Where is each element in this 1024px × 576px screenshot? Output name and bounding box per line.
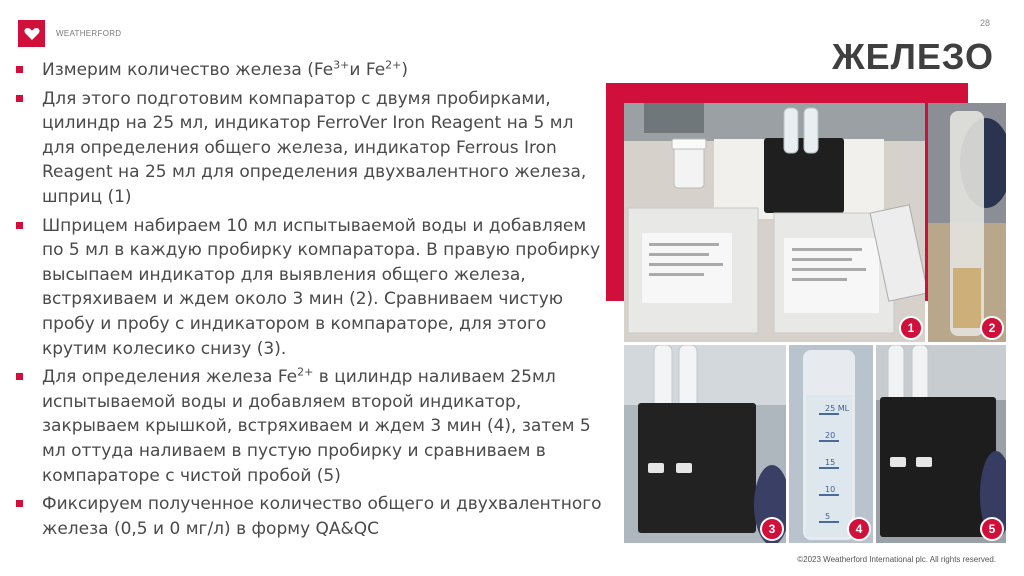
cylinder-mark: 15	[825, 458, 836, 467]
bullet-square-icon	[16, 95, 23, 102]
photo-comparator-illustration	[624, 345, 786, 543]
photo-comparator-final-illustration	[876, 345, 1006, 543]
bullet-text: в цилиндр наливаем 25мл испытываемой воды и добавляем второй индикатор, закрываем крышкой, встряхиваем и ждем 3 мин (4), затем 5 мл оттуда наливаем в пустую пробирку и сравниваем в компараторе с чистой пробой (5)	[42, 367, 591, 486]
bullet-square-icon	[16, 222, 23, 229]
bullet-text: Для определения железа Fe	[42, 367, 298, 388]
bullet-square-icon	[16, 500, 23, 507]
weatherford-logo	[18, 20, 45, 47]
photo-graduated-cylinder	[789, 345, 873, 543]
photo-comparator-final	[876, 345, 1006, 543]
photo-reagents	[624, 103, 925, 342]
bullet-square-icon	[16, 66, 23, 73]
photo-cylinder-hand-illustration	[928, 103, 1006, 342]
photo-badge: 1	[899, 316, 923, 340]
photo-comparator	[624, 345, 786, 543]
list-item	[14, 87, 604, 210]
page-number: 28	[979, 18, 990, 28]
cylinder-mark: 20	[825, 431, 836, 440]
bullet-list	[14, 58, 604, 545]
bullet-square-icon	[16, 373, 23, 380]
bullet-text: )	[401, 60, 409, 80]
superscript: 2+	[385, 58, 402, 72]
list-item	[14, 492, 604, 541]
copyright-text: ©2023 Weatherford International plc. All rights reserved.	[797, 555, 996, 564]
heart-logo-icon	[24, 27, 40, 41]
photo-cylinder-hand	[928, 103, 1006, 342]
cylinder-mark: 5	[825, 512, 831, 521]
list-item	[14, 58, 604, 83]
list-item	[14, 365, 604, 488]
bullet-text: Фиксируем полученное количество общего и двухвалентного железа (0,5 и 0 мг/л) в форму QA&QC	[42, 494, 602, 539]
page-title: ЖЕЛЕЗО	[832, 36, 994, 77]
brand-name: WEATHERFORD	[56, 29, 122, 38]
photo-badge: 4	[847, 517, 871, 541]
superscript: 3+	[333, 58, 350, 72]
list-item	[14, 214, 604, 362]
superscript: 2+	[297, 365, 314, 379]
photo-badge: 5	[980, 517, 1004, 541]
photo-badge: 2	[980, 316, 1004, 340]
bullet-text: и Fe	[349, 60, 386, 80]
cylinder-mark: 25 ML	[825, 404, 850, 413]
bullet-text: Шприцем набираем 10 мл испытываемой воды и добавляем по 5 мл в каждую пробирку компаратора. В правую пробирку высыпаем индикатор для выявления общего железа, встряхиваем и ждем около 3 мин (2). Сравниваем чистую пробу и пробу с индикатором в компараторе, для этого крутим колесико снизу (3).	[42, 215, 601, 359]
photo-reagents-illustration	[624, 103, 925, 342]
cylinder-mark: 10	[825, 485, 836, 494]
bullet-text: Измерим количество железа (Fe	[42, 60, 334, 80]
photo-graduated-cylinder-illustration	[789, 345, 873, 543]
bullet-text: Для этого подготовим компаратор с двумя пробирками, цилиндр на 25 мл, индикатор FerroVer Iron Reagent на 5 мл для определения общего железа, индикатор Ferrous Iron Reagent на 25 мл для определения двухвалентного железа, шприц (1)	[42, 88, 587, 207]
photo-badge: 3	[760, 517, 784, 541]
